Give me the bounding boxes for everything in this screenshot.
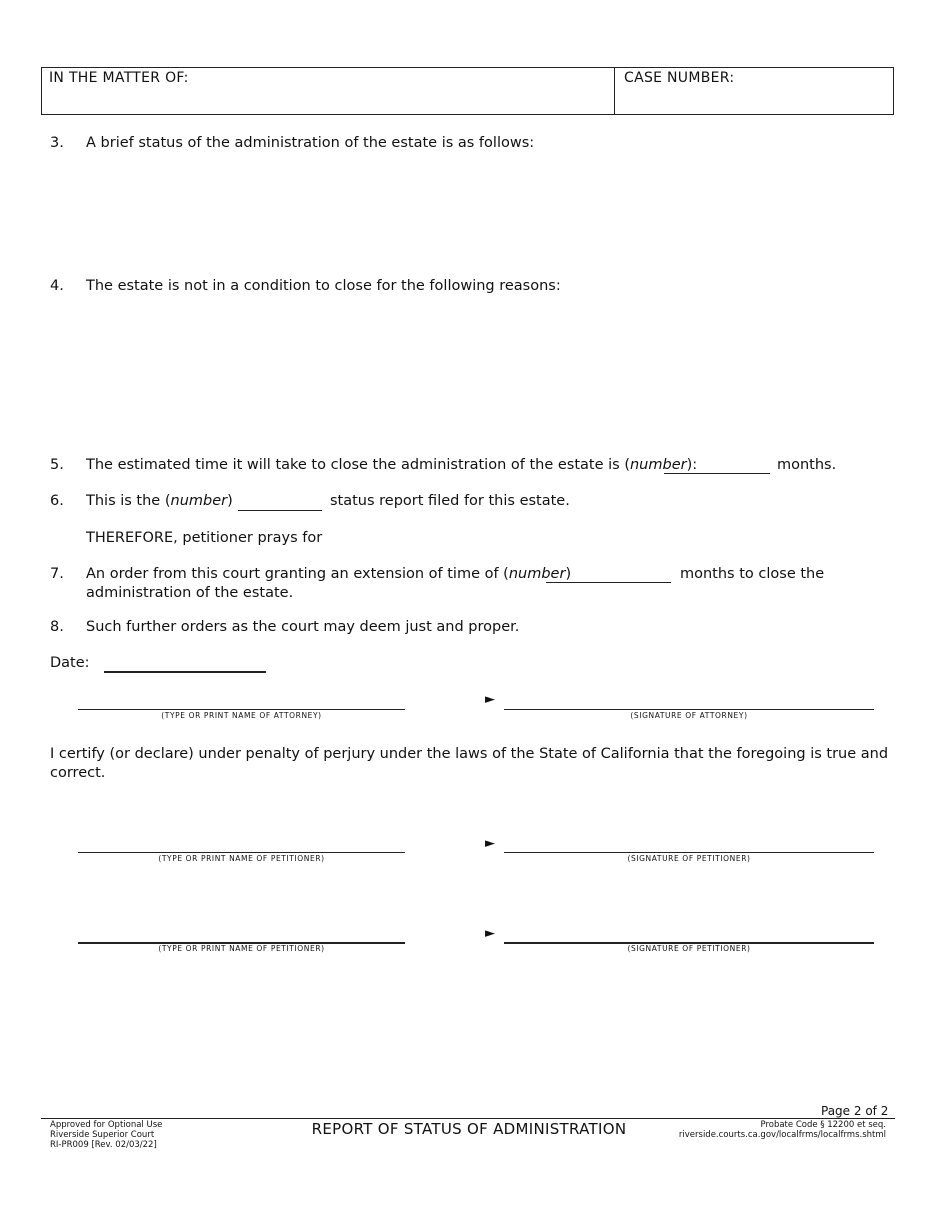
matter-label: IN THE MATTER OF: [49, 70, 189, 86]
attorney-signature-field[interactable] [504, 709, 874, 710]
attorney-name-caption: (TYPE OR PRINT NAME OF ATTORNEY) [161, 711, 322, 720]
item-3-text: A brief status of the administration of the estate is as follows: [86, 135, 535, 151]
attorney-signature-caption: (SIGNATURE OF ATTORNEY) [630, 711, 748, 720]
footer-rule [41, 1118, 895, 1119]
item-8-number: 8. [50, 619, 64, 635]
footer-right [640, 1120, 886, 1140]
petitioner-1-signature-caption: (SIGNATURE OF PETITIONER) [627, 854, 751, 863]
certify-line-1: I certify (or declare) under penalty of perjury under the laws of the State of California that the foregoing is true and [50, 746, 889, 762]
page-number: Page 2 of 2 [821, 1104, 889, 1118]
arrow-icon: ► [485, 836, 495, 851]
footer-court: Riverside Superior Court [50, 1130, 155, 1140]
extension-months-field[interactable] [546, 582, 671, 583]
item-5-suffix: months. [777, 457, 837, 473]
item-6-suffix: status report filed for this estate. [330, 493, 570, 509]
arrow-icon: ► [485, 692, 495, 707]
petitioner-1-name-caption: (TYPE OR PRINT NAME OF PETITIONER) [158, 854, 325, 863]
form-title: REPORT OF STATUS OF ADMINISTRATION [311, 1120, 627, 1138]
therefore-text: THEREFORE, petitioner prays for [86, 530, 323, 546]
certify-line-2: correct. [50, 765, 106, 781]
item-7-line2: administration of the estate. [86, 585, 294, 601]
footer-url: riverside.courts.ca.gov/localfrms/localfrms.shtml [678, 1130, 886, 1140]
footer-form-id: RI-PR009 [Rev. 02/03/22] [50, 1140, 157, 1150]
petitioner-1-signature-field[interactable] [504, 852, 874, 853]
date-field[interactable] [104, 671, 266, 673]
item-4-number: 4. [50, 278, 64, 294]
arrow-icon: ► [485, 926, 495, 941]
report-number-field[interactable] [238, 510, 322, 511]
months-estimate-field[interactable] [664, 473, 770, 474]
attorney-name-field[interactable] [78, 709, 405, 710]
item-7-suffix: months to close the [680, 566, 825, 582]
item-7-text: An order from this court granting an extension of time of (number) [86, 566, 572, 582]
item-5-number: 5. [50, 457, 64, 473]
item-4-text: The estate is not in a condition to close for the following reasons: [86, 278, 561, 294]
case-number-label: CASE NUMBER: [624, 70, 735, 86]
footer-left [50, 1120, 162, 1150]
footer-approval: Approved for Optional Use [50, 1120, 163, 1130]
item-6-text: This is the (number) [86, 493, 233, 509]
petitioner-1-name-field[interactable] [78, 852, 405, 853]
date-label: Date: [50, 655, 90, 671]
petitioner-2-signature-caption: (SIGNATURE OF PETITIONER) [627, 944, 751, 953]
footer-statute: Probate Code § 12200 et seq. [760, 1120, 886, 1130]
item-6-number: 6. [50, 493, 64, 509]
caption-divider [614, 67, 615, 115]
petitioner-2-name-caption: (TYPE OR PRINT NAME OF PETITIONER) [158, 944, 325, 953]
item-3-number: 3. [50, 135, 64, 151]
item-7-number: 7. [50, 566, 64, 582]
item-8-text: Such further orders as the court may deem just and proper. [86, 619, 520, 635]
item-5-text: The estimated time it will take to close the administration of the estate is (number): [86, 457, 698, 473]
